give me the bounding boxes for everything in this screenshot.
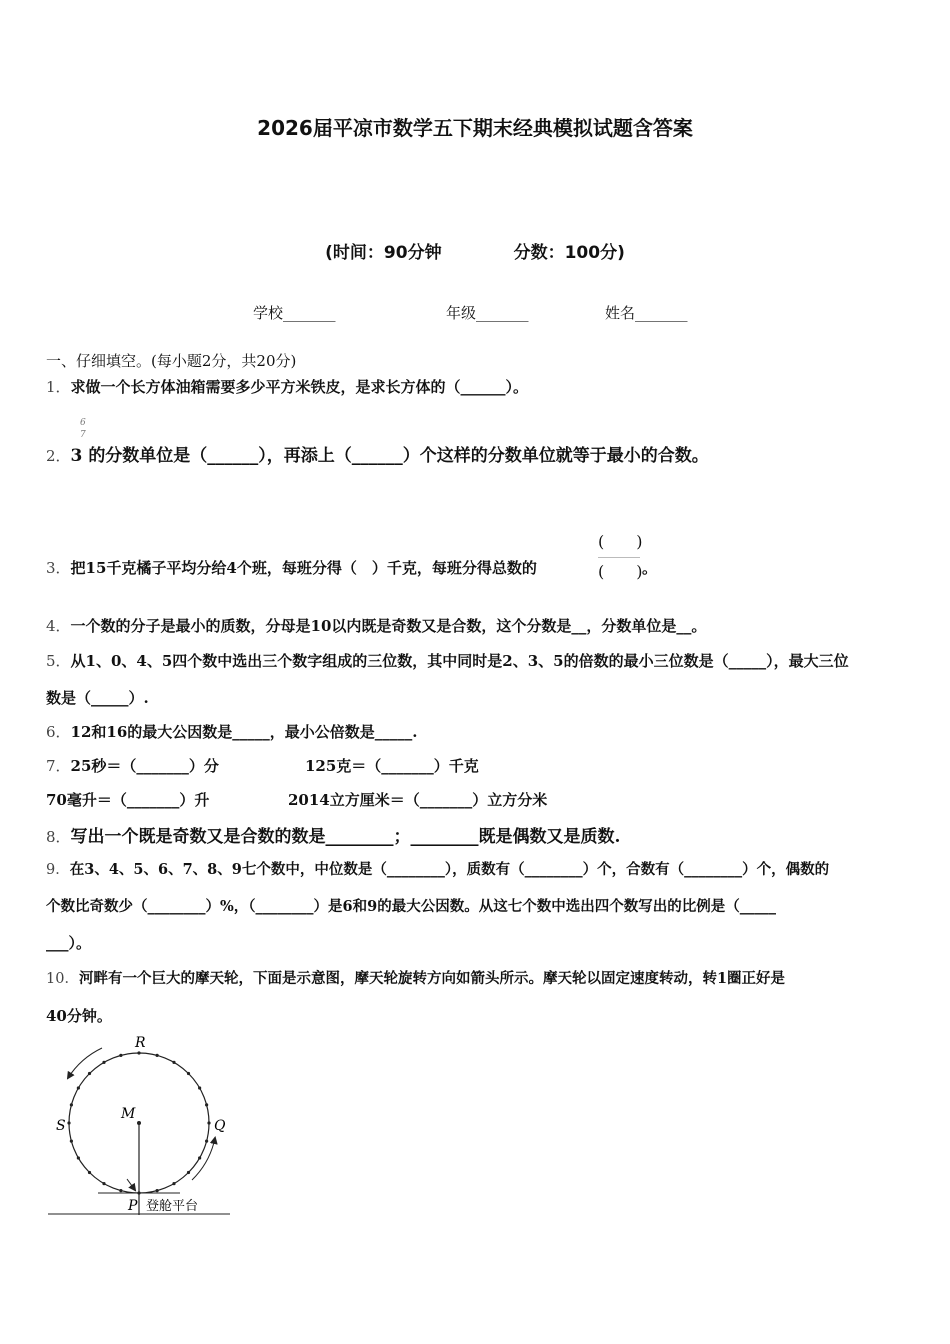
question-3 [46, 557, 537, 578]
cabin-dot [198, 1086, 201, 1089]
question-2 [46, 441, 709, 466]
cabin-dot [156, 1054, 159, 1057]
cabin-dot [119, 1054, 122, 1057]
label-p: P [128, 1198, 138, 1214]
mixed-number-whole: 3 [70, 446, 83, 466]
cabin-dot [137, 1051, 140, 1054]
question-10 [46, 967, 785, 988]
cabin-dot [70, 1103, 73, 1106]
cabin-dot [77, 1156, 80, 1159]
fraction-box-bottom: ( ) [598, 562, 643, 581]
cabin-dot [172, 1182, 175, 1185]
question-9-cont2: ___）。 [46, 934, 92, 952]
platform-label: 登舱平台 [146, 1199, 199, 1214]
question-text: 从1、0、4、5四个数中选出三个数字组成的三位数，其中同时是2、3、5的倍数的最小三位数是（_____），最大三位 [70, 652, 849, 670]
cabin-dot [119, 1189, 122, 1192]
conversion-b: 125克＝（_______）千克 [305, 757, 479, 775]
cabin-dot [102, 1182, 105, 1185]
question-text: 把15千克橘子平均分给4个班，每班分得（ ）千克，每班分得总数的 [70, 559, 537, 577]
total-score: 分数：100分) [513, 243, 625, 263]
question-number: 7． [46, 757, 71, 775]
grade-field: 年级_______ [446, 304, 529, 322]
question-1 [46, 376, 528, 397]
school-field: 学校_______ [253, 304, 336, 322]
question-9-cont: 个数比奇数少（________）%，（________）是6和9的最大公因数。从这七个数中选出四个数写出的比例是（_____ [46, 898, 776, 915]
cabin-dot [67, 1121, 70, 1124]
cabin-dot [172, 1061, 175, 1064]
question-5 [46, 650, 849, 671]
cabin-dot [88, 1171, 91, 1174]
label-m: M [121, 1106, 136, 1122]
cabin-dot [198, 1156, 201, 1159]
question-number: 1． [46, 378, 71, 396]
conversion-a: 25秒＝（_______）分 [70, 757, 219, 775]
question-5-cont: 数是（_____）. [46, 689, 149, 707]
question-9 [46, 858, 829, 879]
question-text: 12和16的最大公因数是_____，最小公倍数是_____. [70, 723, 418, 741]
cabin-dot [187, 1072, 190, 1075]
cabin-dot [156, 1189, 159, 1192]
name-field: 姓名_______ [605, 304, 688, 322]
question-number: 10． [46, 971, 79, 987]
ferris-wheel-diagram [40, 1030, 240, 1220]
fraction-numerator: 6 [80, 418, 86, 428]
cabin-dot [187, 1171, 190, 1174]
question-text: 一个数的分子是最小的质数，分母是10以内既是奇数又是合数，这个分数是__，分数单位是__。 [70, 617, 707, 635]
fraction-box-top: ( ) [598, 532, 643, 551]
cabin-dot [205, 1140, 208, 1143]
exam-meta [0, 238, 950, 263]
cabin-dot [70, 1140, 73, 1143]
question-4 [46, 615, 706, 636]
label-q: Q [214, 1118, 226, 1134]
conversion-d: 2014立方厘米＝（_______）立方分米 [288, 791, 548, 809]
time-limit: (时间：90分钟 [325, 243, 442, 263]
question-number: 2． [46, 447, 71, 465]
question-number: 4． [46, 617, 71, 635]
label-s: S [56, 1118, 66, 1134]
question-number: 3． [46, 559, 71, 577]
question-8 [46, 822, 620, 847]
cabin-dot [207, 1121, 210, 1124]
label-r: R [135, 1035, 146, 1051]
question-text: 的分数单位是（______），再添上（______）个这样的分数单位就等于最小的合数。 [88, 446, 709, 466]
fraction-line [598, 557, 640, 558]
question-text: 河畔有一个巨大的摩天轮，下面是示意图，摩天轮旋转方向如箭头所示。摩天轮以固定速度转动，转1圈正好是 [78, 970, 786, 987]
rotation-arrow-right [192, 1138, 215, 1180]
punctuation: 。 [642, 559, 658, 577]
question-text: 在3、4、5、6、7、8、9七个数中，中位数是（________），质数有（________）个，合数有（________）个，偶数的 [69, 861, 830, 878]
question-text: 求做一个长方体油箱需要多少平方米铁皮，是求长方体的（______）。 [70, 378, 529, 396]
section-heading: 一、仔细填空。(每小题2分，共20分) [46, 352, 297, 370]
rotation-arrow-top [68, 1048, 102, 1078]
cabin-dot [205, 1103, 208, 1106]
cabin-dot [102, 1061, 105, 1064]
question-6 [46, 721, 418, 742]
question-number: 5． [46, 652, 71, 670]
question-number: 8． [46, 828, 71, 846]
fraction-denominator: 7 [80, 430, 86, 440]
conversion-c: 70毫升＝（_______）升 [46, 791, 210, 809]
question-7 [46, 755, 219, 776]
pointer-arrow [127, 1179, 135, 1190]
question-number: 6． [46, 723, 71, 741]
cabin-dot [77, 1086, 80, 1089]
cabin-dot [88, 1072, 91, 1075]
question-text: 写出一个既是奇数又是合数的数是________；________既是偶数又是质数. [70, 827, 621, 847]
question-10-cont: 40分钟。 [46, 1007, 112, 1025]
page-title: 2026届平凉市数学五下期末经典模拟试题含答案 [257, 116, 693, 140]
question-number: 9． [46, 862, 70, 878]
